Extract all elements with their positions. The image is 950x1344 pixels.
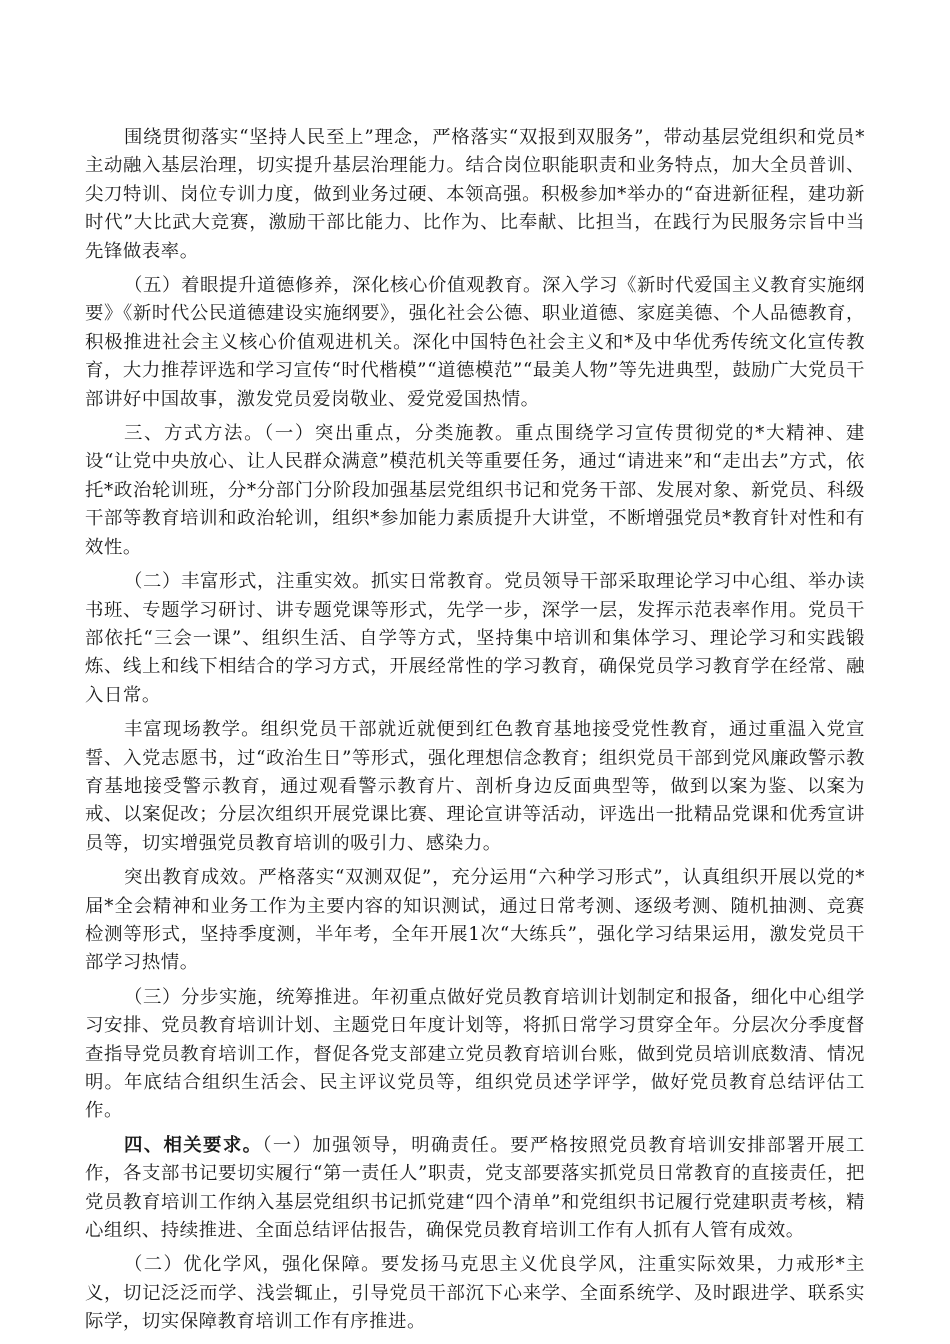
paragraph-text: （三）分步实施，统筹推进。年初重点做好党员教育培训计划制定和报备，细化中心组学习安排、党员教育培训计划、主题党日年度计划等，将抓日常学习贯穿全年。分层次分季度督查指导党员教育培训工作，督促各党支部建立党员教育培训台账，做到党员培训底数清、情况明。年底结合组织生活会、民主评议党员等，组织党员述学评学，做好党员教育总结评估工作。 <box>85 986 865 1122</box>
paragraph-text: 围绕贯彻落实“坚持人民至上”理念，严格落实“双报到双服务”，带动基层党组织和党员*主动融入基层治理，切实提升基层治理能力。结合岗位职能职责和业务特点，加大全员普训、尖刀特训、岗位专训力度，做到业务过硬、本领高强。积极参加*举办的“奋进新征程，建功新时代”大比武大竞赛，激励干部比能力、比作为、比奉献、比担当，在践行为民服务宗旨中当先锋做表率。 <box>85 127 865 262</box>
paragraph-text: （五）着眼提升道德修养，深化核心价值观教育。深入学习《新时代爱国主义教育实施纲要》《新时代公民道德建设实施纲要》，强化社会公德、职业道德、家庭美德、个人品德教育，积极推进社会主义核心价值观进机关。深化中国特色社会主义和*及中华优秀传统文化宣传教育，大力推荐评选和学习宣传“时代楷模”“道德模范”“最美人物”等先进典型，鼓励广大党员干部讲好中国故事，激发党员爱岗敬业、爱党爱国热情。 <box>85 275 865 410</box>
section-heading: 四、相关要求。 <box>124 1134 263 1156</box>
paragraph-daily-education <box>85 568 865 710</box>
paragraph-text: 突出教育成效。严格落实“双测双促”，充分运用“六种学习形式”，认真组织开展以党的*届*全会精神和业务工作为主要内容的知识测试，通过日常考测、逐级考测、随机抽测、竞赛检测等形式，坚持季度测，半年考，全年开展1次“大练兵”，强化学习结果运用，激发党员干部学习热情。 <box>85 867 865 974</box>
paragraph-onsite-teaching <box>85 716 865 858</box>
paragraph-requirements <box>85 1132 865 1246</box>
paragraph-moral-cultivation <box>85 272 865 414</box>
paragraph-text: 三、方式方法。（一）突出重点，分类施教。重点围绕学习宣传贯彻党的*大精神、建设“让党中央放心、让人民群众满意”模范机关等重要任务，通过“请进来”和“走出去”方式，依托*政治轮训班，分*分部门分阶段加强基层党组织书记和党务干部、发展对象、新党员、科级干部等教育培训和政治轮训，组织*参加能力素质提升大讲堂，不断增强党员*教育针对性和有效性。 <box>85 423 865 558</box>
paragraph-text: （二）优化学风，强化保障。要发扬马克思主义优良学风，注重实际效果，力戒形*主义，切记泛泛而学、浅尝辄止，引导党员干部沉下心来学、全面系统学、及时跟进学、联系实际学，切实保障教育培训工作有序推进。 <box>85 1254 865 1333</box>
paragraph-methods <box>85 420 865 562</box>
document-body <box>85 124 865 1343</box>
paragraph-text: （二）丰富形式，注重实效。抓实日常教育。党员领导干部采取理论学习中心组、举办读书班、专题学习研讨、讲专题党课等形式，先学一步，深学一层，发挥示范表率作用。党员干部依托“三会一课”、组织生活、自学等方式，坚持集中培训和集体学习、理论学习和实践锻炼、线上和线下相结合的学习方式，开展经常性的学习教育，确保党员学习教育学在经常、融入日常。 <box>85 571 865 706</box>
paragraph-text: （一）加强领导，明确责任。要严格按照党员教育培训安排部署开展工作，各支部书记要切实履行“第一责任人”职责，党支部要落实抓党员日常教育的直接责任，把党员教育培训工作纳入基层党组织书记抓党建“四个清单”和党组织书记履行党建职责考核，精心组织、持续推进、全面总结评估报告，确保党员教育培训工作有人抓有人管有成效。 <box>85 1134 865 1242</box>
paragraph-text: 丰富现场教学。组织党员干部就近就便到红色教育基地接受党性教育，通过重温入党宣誓、入党志愿书，过“政治生日”等形式，强化理想信念教育；组织党员干部到党风廉政警示教育基地接受警示教育，通过观看警示教育片、剖析身边反面典型等，做到以案为鉴、以案为戒、以案促改；分层次组织开展党课比赛、理论宣讲等活动，评选出一批精品党课和优秀宣讲员等，切实增强党员教育培训的吸引力、感染力。 <box>85 719 865 854</box>
paragraph-education-results <box>85 864 865 978</box>
paragraph-phased-implementation <box>85 984 865 1126</box>
paragraph-grassroots-governance <box>85 124 865 266</box>
paragraph-study-style <box>85 1251 865 1336</box>
